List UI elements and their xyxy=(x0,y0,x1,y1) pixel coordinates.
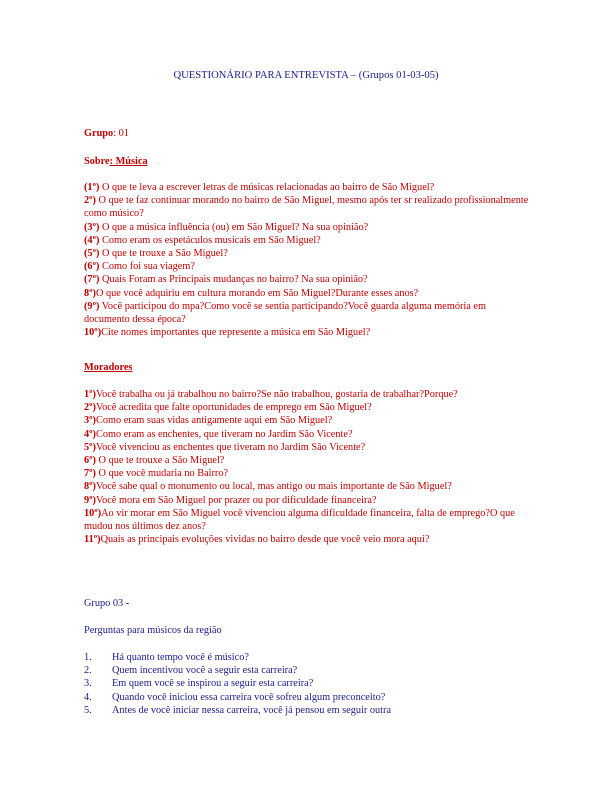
question-text: Cite nomes importantes que represente a música em São Miguel? xyxy=(101,327,371,339)
question-item xyxy=(84,428,534,441)
question-item xyxy=(84,181,534,194)
question-number: 7º) xyxy=(84,468,96,480)
question-text: O que te faz continuar morando no bairro de São Miguel, mesmo após ter sr realizado profissionalmente como músico? xyxy=(84,195,529,220)
question-number: 1º) xyxy=(84,389,96,400)
question-item xyxy=(84,221,534,234)
question-item xyxy=(84,441,534,454)
list-text: Em quem você se inspirou a seguir esta carreira? xyxy=(112,678,314,690)
question-item xyxy=(84,480,534,493)
question-number: 6º) xyxy=(84,455,96,467)
group-value: : 01 xyxy=(113,128,129,139)
question-number: 2º) xyxy=(84,402,96,414)
question-text: Você mora em São Miguel por prazer ou por dificuldade financeira? xyxy=(95,494,377,506)
list-number: 2. xyxy=(84,665,92,677)
about-label-text: Sobre xyxy=(84,156,110,167)
group-3-questions-list xyxy=(84,651,534,717)
question-text: Você trabalha ou já trabalhou no bairro?Se não trabalhou, gostaria de trabalhar?Porque? xyxy=(95,389,458,400)
residents-heading: Moradores xyxy=(84,362,133,373)
list-text: Antes de você iniciar nessa carreira, você já pensou em seguir outra xyxy=(112,704,392,716)
question-number: 11º) xyxy=(84,534,101,546)
list-number: 1. xyxy=(84,652,92,663)
question-item xyxy=(84,454,534,467)
list-text: Quando você iniciou essa carreira você sofreu algum preconceito? xyxy=(112,691,386,703)
question-item xyxy=(84,273,534,286)
question-number: 2º) xyxy=(84,195,96,207)
question-item xyxy=(84,533,534,546)
question-number: 8º) xyxy=(84,287,96,299)
list-item xyxy=(84,704,534,717)
question-text: Como eram as enchentes, que tiveram no Jardim São Vicente? xyxy=(95,428,353,440)
group-label: Grupo xyxy=(84,128,114,139)
question-number: 4º) xyxy=(84,428,96,440)
list-item xyxy=(84,651,534,664)
question-text: Ao vir morar em São Miguel você vivenciou alguma dificuldade financeira, falta de emprego?O que mudou nos últimos dez anos? xyxy=(84,507,515,533)
question-number: 10º) xyxy=(84,507,102,519)
question-number: (5º) xyxy=(84,248,100,260)
question-item xyxy=(84,287,534,300)
question-number: (9º) xyxy=(84,300,100,312)
list-text: Há quanto tempo você é músico? xyxy=(112,652,249,663)
question-number: (3º) xyxy=(84,221,100,233)
question-text: Você acredita que falte oportunidades de emprego em São Miguel? xyxy=(95,402,372,414)
list-item xyxy=(84,677,534,690)
question-number: (1º) xyxy=(84,182,100,193)
question-text: O que você mudaria no Bairro? xyxy=(95,468,229,480)
question-text: O que você adquiriu em cultura morando em São Miguel?Durante esses anos? xyxy=(95,287,419,299)
list-item xyxy=(84,664,534,677)
list-number: 4. xyxy=(84,691,92,703)
question-number: (6º) xyxy=(84,261,100,273)
question-item xyxy=(84,300,534,326)
question-item xyxy=(84,326,534,339)
question-item xyxy=(84,414,534,427)
question-item xyxy=(84,507,534,533)
about-value: : Música xyxy=(109,156,148,167)
question-item xyxy=(84,260,534,273)
group-1-label xyxy=(84,127,534,140)
page-title: QUESTIONÁRIO PARA ENTREVISTA – (Grupos 01-03-05) xyxy=(173,70,439,81)
question-item xyxy=(84,194,534,220)
question-number: 9º) xyxy=(84,494,96,506)
question-item xyxy=(84,494,534,507)
question-text: Como eram os espetáculos musicais em São Miguel? xyxy=(99,234,321,246)
list-text: Quem incentivou você a seguir esta carreira? xyxy=(112,665,298,677)
question-number: 3º) xyxy=(84,415,96,427)
question-item xyxy=(84,234,534,247)
resident-questions-list xyxy=(84,388,534,546)
question-text: O que te trouxe a São Miguel? xyxy=(99,248,228,260)
question-item xyxy=(84,467,534,480)
question-text: Como foi sua viagem? xyxy=(99,261,195,273)
about-label xyxy=(84,155,534,168)
question-item xyxy=(84,247,534,260)
question-text: Quais Foram as Principais mudanças no bairro? Na sua opinião? xyxy=(99,274,368,286)
question-number: 10º) xyxy=(84,327,102,339)
question-text: Quais as principais evoluções vividas no bairro desde que você veio mora aqui? xyxy=(100,534,430,546)
question-text: Você participou do mpa?Como você se sentia participando?Você guarda alguma memória em documento dessa época? xyxy=(84,300,486,326)
list-number: 5. xyxy=(84,704,92,716)
question-text: Como eram suas vidas antigamente aqui em São Miguel? xyxy=(95,415,333,427)
question-number: (4º) xyxy=(84,234,100,246)
question-item xyxy=(84,388,534,401)
question-text: O que a música influência (ou) em São Miguel? Na sua opinião? xyxy=(99,221,369,233)
question-text: O que te leva a escrever letras de músicas relacionadas ao bairro de São Miguel? xyxy=(99,182,435,193)
music-questions-list xyxy=(84,181,534,339)
question-number: 8º) xyxy=(84,481,96,493)
list-item xyxy=(84,691,534,704)
group-3-heading: Grupo 03 - xyxy=(84,598,130,609)
group-3-subheading: Perguntas para músicos da região xyxy=(84,625,222,636)
question-item xyxy=(84,401,534,414)
question-number: (7º) xyxy=(84,274,100,286)
question-text: Você sabe qual o monumento ou local, mas antigo ou mais importante de São Miguel? xyxy=(95,481,452,493)
list-number: 3. xyxy=(84,678,92,690)
question-text: Você vivenciou as enchentes que tiveram no Jardim São Vicente? xyxy=(95,441,366,453)
question-text: O que te trouxe a São Miguel? xyxy=(95,455,225,467)
question-number: 5º) xyxy=(84,441,96,453)
